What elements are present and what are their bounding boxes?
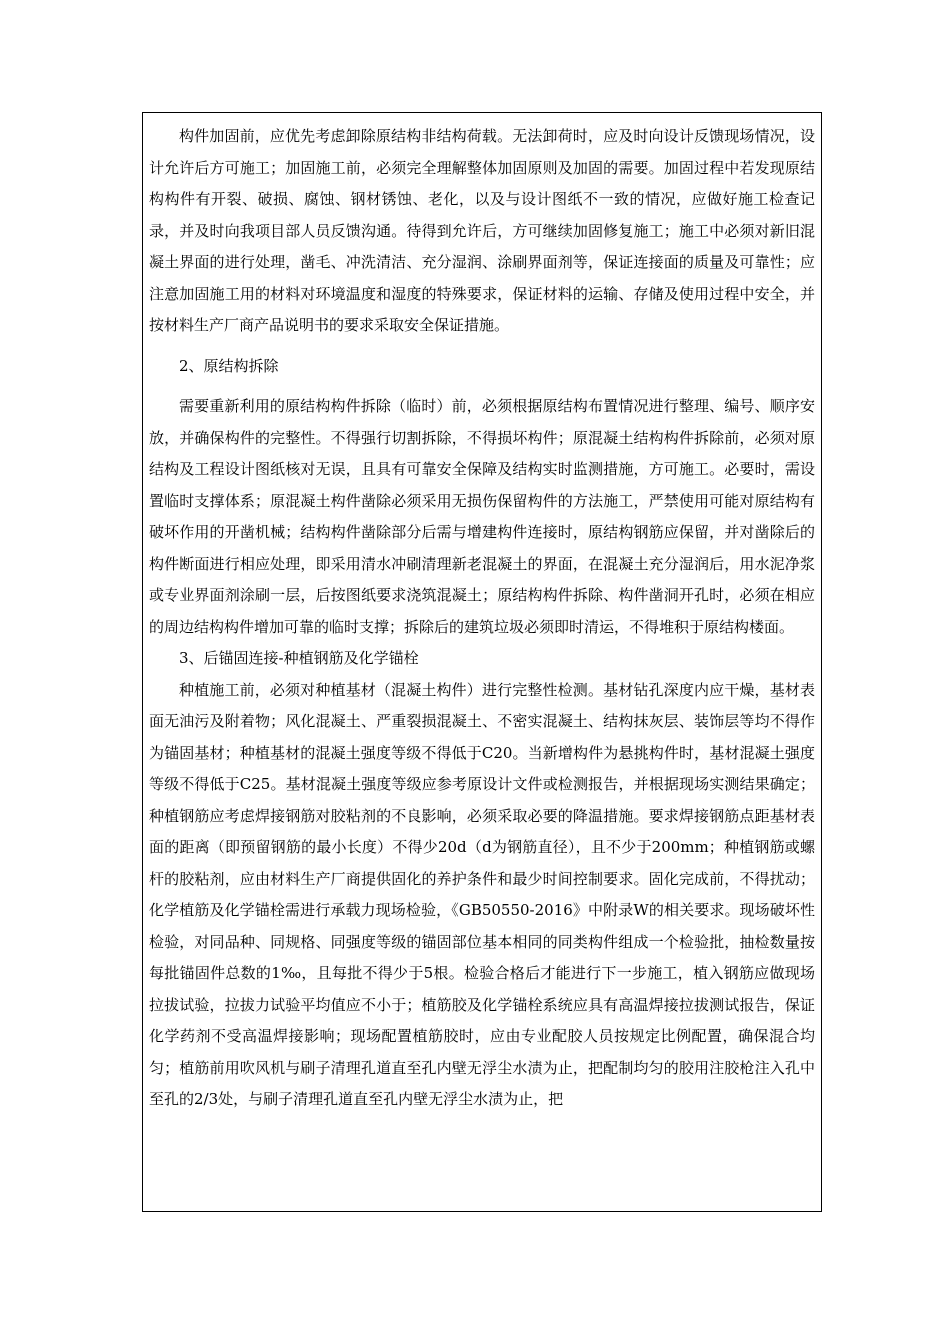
document-body (149, 121, 815, 1116)
paragraph-post-anchoring: 种植施工前，必须对种植基材（混凝土构件）进行完整性检测。基材钻孔深度内应干燥，基材表面无油污及附着物；风化混凝土、严重裂损混凝土、不密实混凝土、结构抹灰层、装饰层等均不得作为锚固基材；种植基材的混凝土强度等级不得低于C20。当新增构件为悬挑构件时，基材混凝土强度等级不得低于C25。基材混凝土强度等级应参考原设计文件或检测报告，并根据现场实测结果确定；种植钢筋应考虑焊接钢筋对胶粘剂的不良影响，必须采取必要的降温措施。要求焊接钢筋点距基材表面的距离（即预留钢筋的最小长度）不得少20d（d为钢筋直径），且不少于200mm；种植钢筋或螺杆的胶粘剂，应由材料生产厂商提供固化的养护条件和最少时间控制要求。固化完成前，不得扰动；化学植筋及化学锚栓需进行承载力现场检验，《GB50550-2016》中附录W的相关要求。现场破坏性检验，对同品种、同规格、同强度等级的锚固部位基本相同的同类构件组成一个检验批，抽检数量按每批锚固件总数的1‰，且每批不得少于5根。检验合格后才能进行下一步施工，植入钢筋应做现场拉拔试验，拉拔力试验平均值应不小于；植筋胶及化学锚栓系统应具有高温焊接拉拔测试报告，保证化学药剂不受高温焊接影响；现场配置植筋胶时，应由专业配胶人员按规定比例配置，确保混合均匀；植筋前用吹风机与刷子清理孔道直至孔内壁无浮尘水渍为止，把配制均匀的胶用注胶枪注入孔中至孔的2/3处，与刷子清理孔道直至孔内壁无浮尘水渍为止，把 (149, 680, 815, 1108)
document-frame (142, 112, 822, 1212)
section-heading-post-anchoring: 3、后锚固连接-种植钢筋及化学锚栓 (179, 649, 419, 667)
paragraph-structure-removal: 需要重新利用的原结构构件拆除（临时）前，必须根据原结构布置情况进行整理、编号、顺序安放，并确保构件的完整性。不得强行切割拆除，不得损坏构件；原混凝土结构构件拆除前，必须对原结构及工程设计图纸核对无误，且具有可靠安全保障及结构实时监测措施，方可施工。必要时，需设置临时支撑体系；原混凝土构件凿除必须采用无损伤保留构件的方法施工，严禁使用可能对原结构有破坏作用的开凿机械；结构构件凿除部分后需与增建构件连接时，原结构钢筋应保留，并对凿除后的构件断面进行相应处理，即采用清水冲刷清理新老混凝土的界面，在混凝土充分湿润后，用水泥净浆或专业界面剂涂刷一层，后按图纸要求浇筑混凝土；原结构构件拆除、构件凿洞开孔时，必须在相应的周边结构构件增加可靠的临时支撑；拆除后的建筑垃圾必须即时清运，不得堆积于原结构楼面。 (149, 397, 815, 636)
section-heading-structure-removal: 2、原结构拆除 (179, 356, 279, 375)
paragraph-reinforcement-preparation: 构件加固前，应优先考虑卸除原结构非结构荷载。无法卸荷时，应及时向设计反馈现场情况，设计允许后方可施工；加固施工前，必须完全理解整体加固原则及加固的需要。加固过程中若发现原结构构件有开裂、破损、腐蚀、钢材锈蚀、老化，以及与设计图纸不一致的情况，应做好施工检查记录，并及时向我项目部人员反馈沟通。待得到允许后，方可继续加固修复施工；施工中必须对新旧混凝土界面的进行处理，凿毛、冲洗清洁、充分湿润、涂刷界面剂等，保证连接面的质量及可靠性；应注意加固施工用的材料对环境温度和湿度的特殊要求，保证材料的运输、存储及使用过程中安全，并按材料生产厂商产品说明书的要求采取安全保证措施。 (149, 127, 815, 334)
